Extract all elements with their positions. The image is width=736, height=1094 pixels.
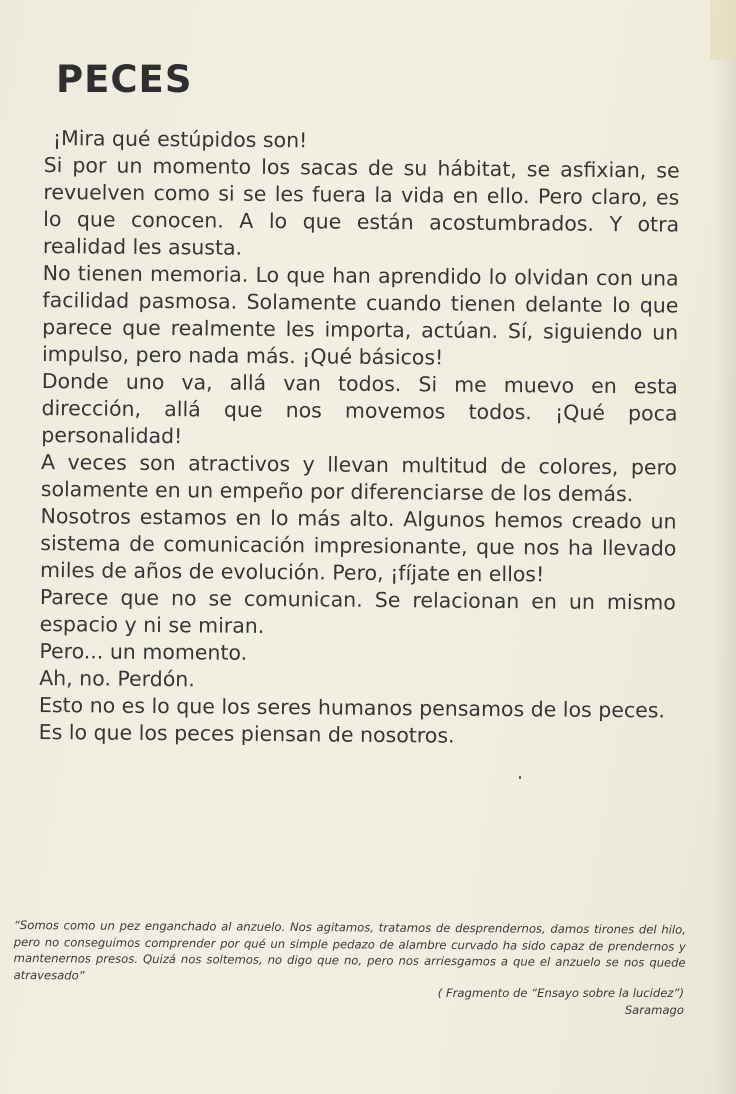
paragraph: Esto no es lo que los seres humanos pensamos de los peces.	[38, 692, 666, 723]
paragraph: Ah, no. Perdón.	[39, 665, 195, 692]
tape-strip	[710, 0, 736, 60]
poem-body	[39, 125, 680, 752]
paragraph: Nosotros estamos en lo más alto. Algunos hemos creado un sistema de comunicación impresionante, que nos ha llevado miles de años de evolución. Pero, ¡fíjate en ellos!	[40, 503, 677, 587]
paragraph: Pero... un momento.	[39, 638, 248, 665]
paragraph: A veces son atractivos y llevan multitud de colores, pero solamente en un empeño por diferenciarse de los demás.	[40, 449, 678, 507]
source-fragment-line: ( Fragmento de “Ensayo sobre la lucidez”)	[437, 986, 684, 1000]
source-author: Saramago	[624, 1003, 684, 1017]
quote-source	[438, 985, 684, 1019]
paragraph: Es lo que los peces piensan de nosotros.	[38, 719, 455, 748]
epigraph-quote: “Somos como un pez enganchado al anzuelo. Nos agitamos, tratamos de desprendernos, damos tirones del hilo, pero no conseguimos comprender por qué un simple pedazo de alambre curvado ha sido capaz de prendernos y mantenernos presos. Quizá nos soltemos, no digo que no, pero nos arriesgamos a que el anzuelo se nos quede atravesado”	[13, 918, 686, 982]
paragraph: Si por un momento los sacas de su hábitat, se asfixian, se revuelven como si se les fuera la vida en ello. Pero claro, es lo que conocen. A lo que están acostumbrados. Y otra realidad les asusta.	[42, 152, 680, 260]
document-title: PECES	[56, 58, 193, 101]
paper-edge-shadow	[714, 0, 736, 1094]
paragraph: Donde uno va, allá van todos. Si me muevo en esta dirección, allá que nos movemos todos. ¡Qué poca personalidad!	[41, 368, 678, 449]
paragraph: ¡Mira qué estúpidos son!	[52, 126, 308, 153]
paragraph: No tienen memoria. Lo que han aprendido lo olvidan con una facilidad pasmosa. Solamente cuando tienen delante lo que parece que realmente les importa, actúan. Sí, siguiendo un impulso, pero nada más. ¡Qué básicos!	[41, 260, 679, 370]
ink-speck	[519, 776, 521, 779]
paragraph: Parece que no se comunican. Se relacionan en un mismo espacio y ni se miran.	[39, 584, 676, 638]
